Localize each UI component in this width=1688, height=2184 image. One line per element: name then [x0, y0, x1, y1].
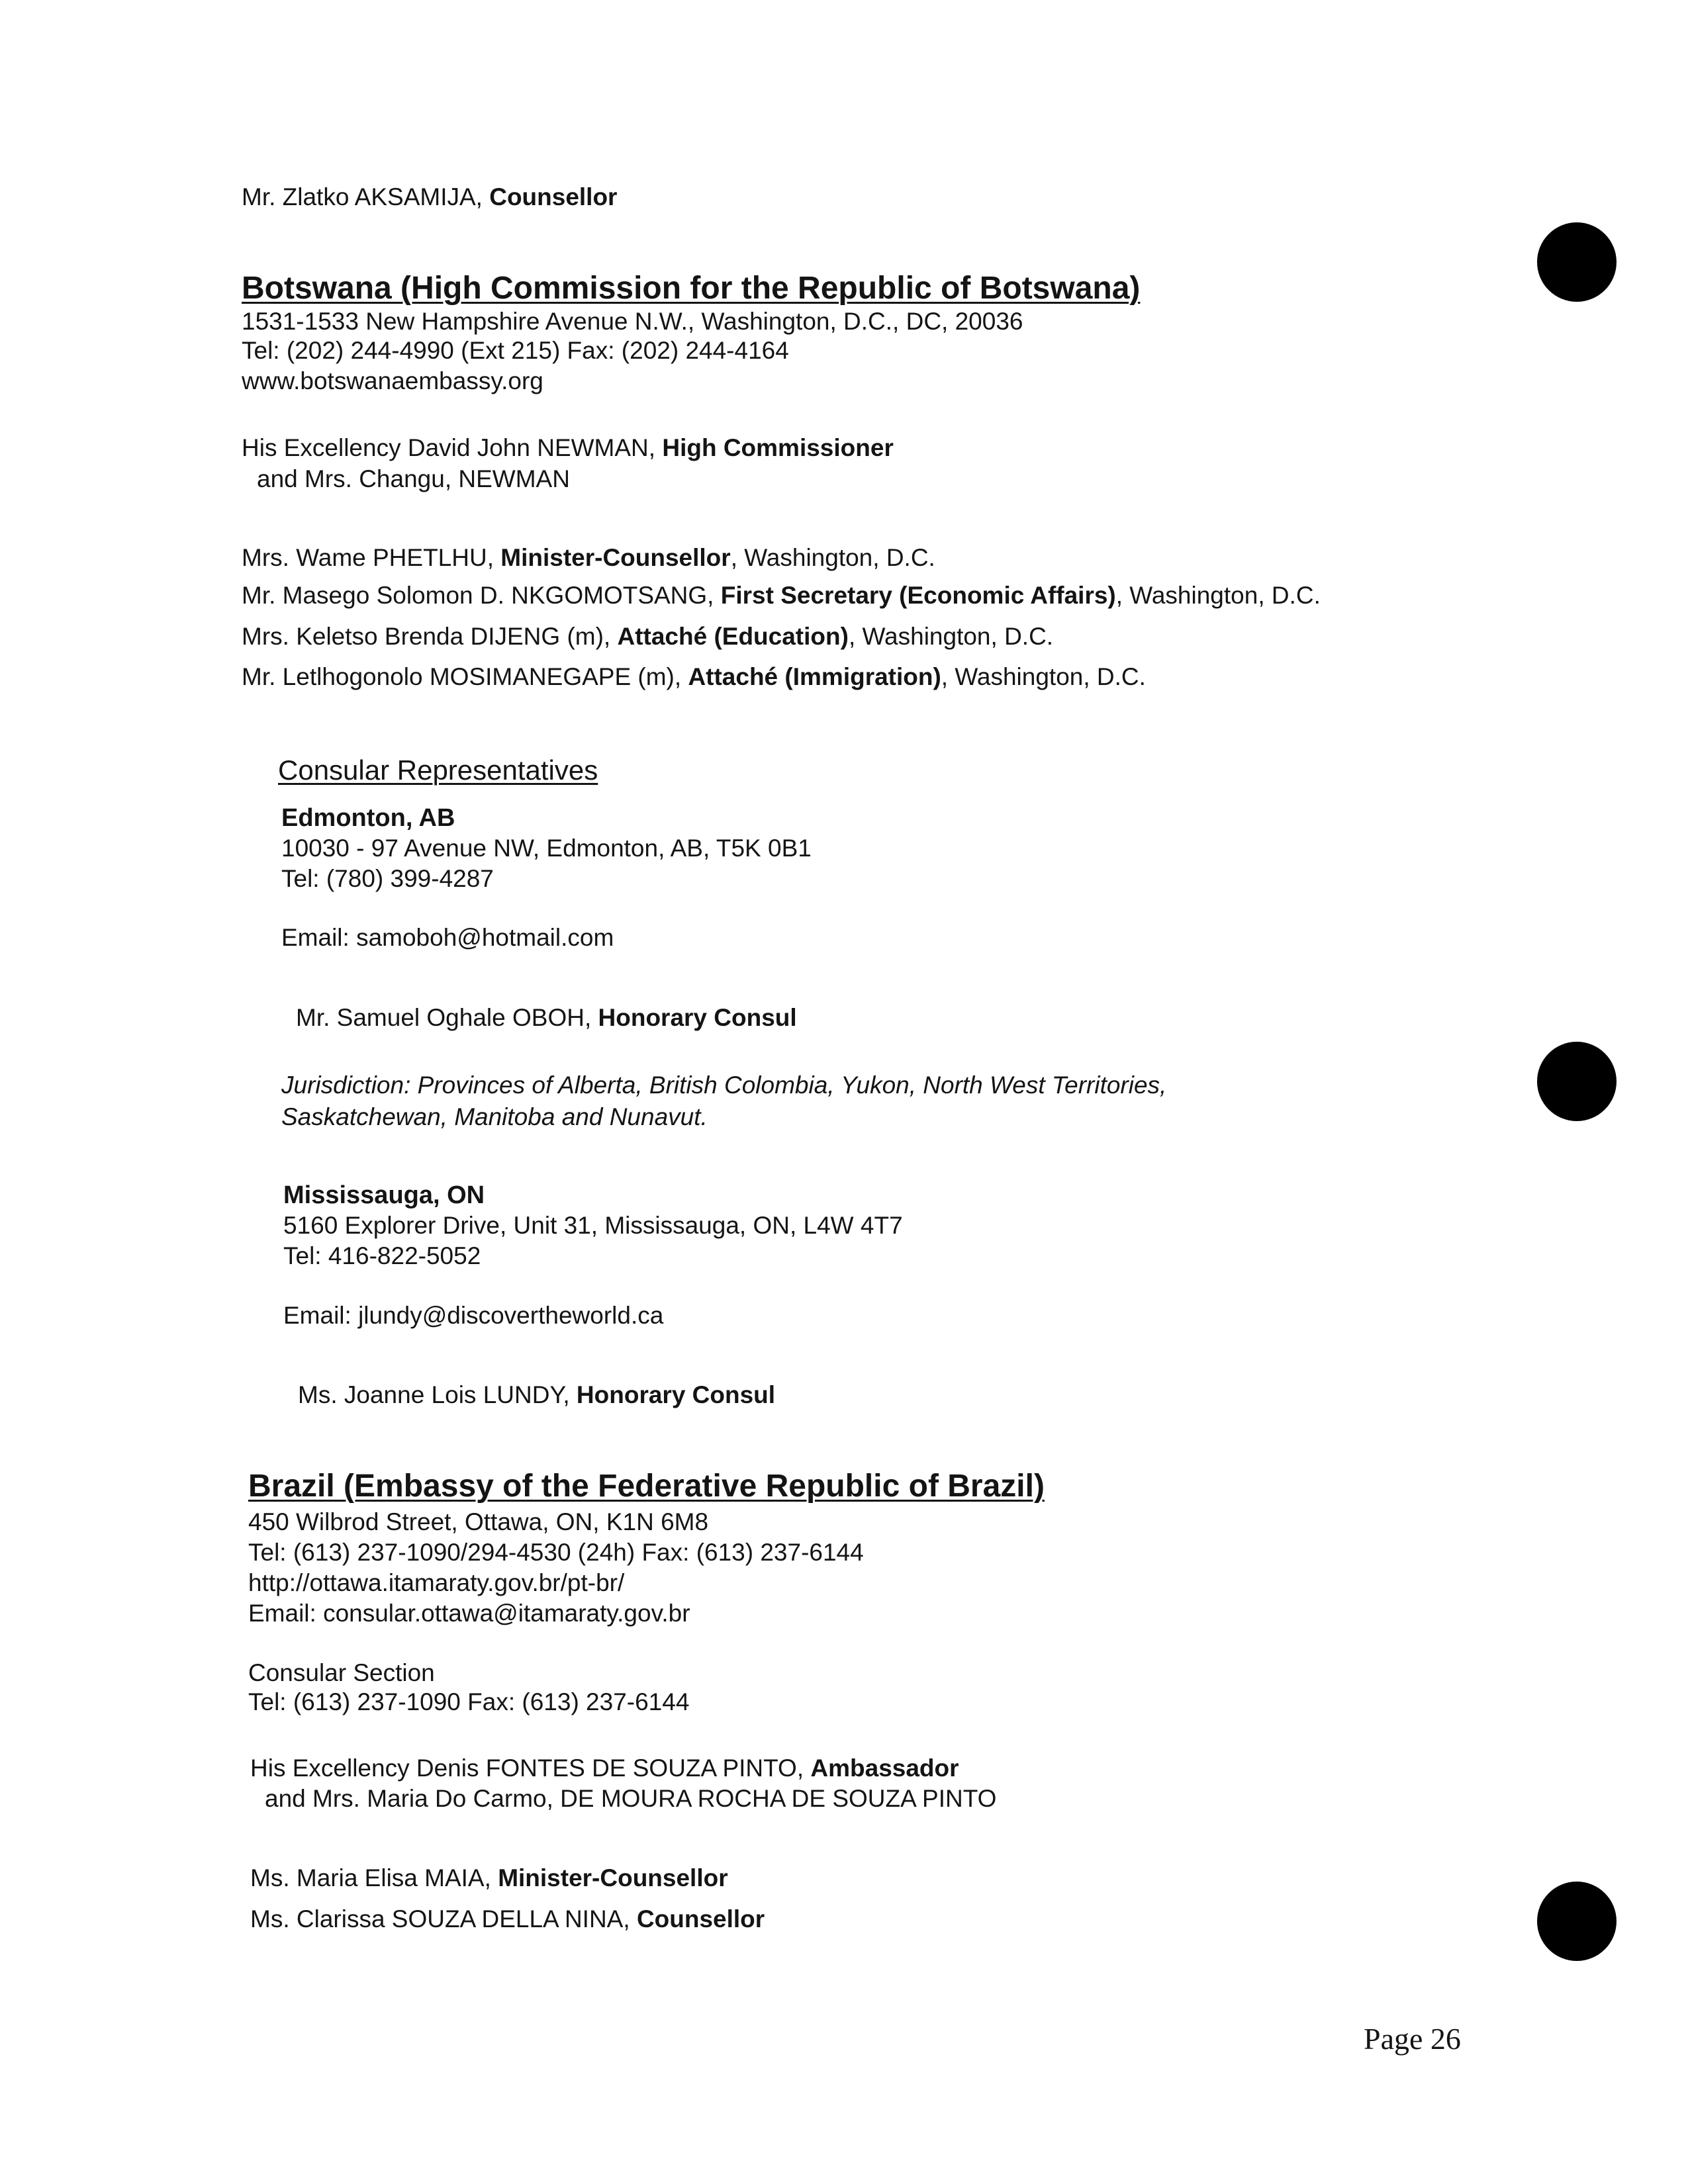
mississauga-email: Email: jlundy@discovertheworld.ca — [283, 1302, 664, 1329]
mississauga-address: 5160 Explorer Drive, Unit 31, Mississauga, ON, L4W 4T7 — [283, 1212, 903, 1239]
person-name: Mr. Samuel Oghale OBOH, — [296, 1004, 598, 1031]
edmonton-tel: Tel: (780) 399-4287 — [281, 865, 494, 892]
punch-hole — [1537, 222, 1617, 302]
person-name: Mr. Letlhogonolo MOSIMANEGAPE (m), — [242, 663, 688, 690]
punch-hole — [1537, 1882, 1617, 1961]
edmonton-consul — [296, 1005, 797, 1032]
person-title: Attaché (Education) — [617, 623, 849, 650]
person-title: Honorary Consul — [598, 1004, 797, 1031]
edmonton-jurisdiction-line-2: Saskatchewan, Manitoba and Nunavut. — [281, 1103, 708, 1130]
person-title: Minister-Counsellor — [498, 1864, 728, 1891]
person-title: High Commissioner — [662, 434, 894, 461]
person-name: His Excellency David John NEWMAN, — [242, 434, 663, 461]
person-location: , Washington, D.C. — [730, 544, 935, 571]
brazil-head-of-mission — [250, 1755, 959, 1782]
person-name: Ms. Joanne Lois LUNDY, — [298, 1381, 577, 1408]
brazil-heading: Brazil (Embassy of the Federative Republic of Brazil) — [248, 1469, 1045, 1504]
edmonton-city: Edmonton, AB — [281, 804, 455, 832]
mississauga-consul — [298, 1382, 775, 1409]
staff-row — [242, 664, 1146, 691]
person-title: Counsellor — [489, 183, 618, 210]
person-title: Attaché (Immigration) — [688, 663, 941, 690]
brazil-website: http://ottawa.itamaraty.gov.br/pt-br/ — [248, 1569, 625, 1596]
person-name: Mr. Zlatko AKSAMIJA, — [242, 183, 490, 210]
botswana-address: 1531-1533 New Hampshire Avenue N.W., Washington, D.C., DC, 20036 — [242, 308, 1023, 335]
person-location: , Washington, D.C. — [941, 663, 1146, 690]
person-title: Counsellor — [636, 1905, 765, 1933]
person-title: First Secretary (Economic Affairs) — [720, 582, 1116, 609]
edmonton-jurisdiction-line-1: Jurisdiction: Provinces of Alberta, British Colombia, Yukon, North West Territories, — [281, 1071, 1167, 1099]
staff-row — [242, 623, 1053, 651]
person-location: , Washington, D.C. — [848, 623, 1054, 650]
person-name: Mrs. Keletso Brenda DIJENG (m), — [242, 623, 618, 650]
brazil-consular-section: Consular Section — [248, 1659, 435, 1686]
person-title: Minister-Counsellor — [500, 544, 731, 571]
person-location: , Washington, D.C. — [1115, 582, 1321, 609]
consular-heading: Consular Representatives — [278, 754, 598, 786]
botswana-head-of-mission — [242, 435, 894, 462]
person-name: Mrs. Wame PHETLHU, — [242, 544, 501, 571]
botswana-spouse: and Mrs. Changu, NEWMAN — [257, 465, 570, 492]
edmonton-email: Email: samoboh@hotmail.com — [281, 924, 614, 951]
punch-hole — [1537, 1042, 1617, 1121]
brazil-tel: Tel: (613) 237-1090/294-4530 (24h) Fax: (613) 237-6144 — [248, 1539, 864, 1566]
brazil-email: Email: consular.ottawa@itamaraty.gov.br — [248, 1600, 690, 1627]
brazil-consular-tel: Tel: (613) 237-1090 Fax: (613) 237-6144 — [248, 1688, 690, 1715]
botswana-heading: Botswana (High Commission for the Republic of Botswana) — [242, 271, 1141, 306]
person-name: Ms. Maria Elisa MAIA, — [250, 1864, 498, 1891]
brazil-spouse: and Mrs. Maria Do Carmo, DE MOURA ROCHA DE SOUZA PINTO — [265, 1785, 997, 1812]
mississauga-tel: Tel: 416-822-5052 — [283, 1242, 481, 1269]
brazil-address: 450 Wilbrod Street, Ottawa, ON, K1N 6M8 — [248, 1508, 709, 1535]
staff-row — [242, 545, 935, 572]
botswana-tel: Tel: (202) 244-4990 (Ext 215) Fax: (202) 244-4164 — [242, 337, 789, 364]
page-number: Page 26 — [1364, 2022, 1461, 2056]
staff-row — [250, 1906, 765, 1933]
person-title: Ambassador — [810, 1754, 959, 1782]
botswana-website: www.botswanaembassy.org — [242, 367, 543, 394]
person-name: Mr. Masego Solomon D. NKGOMOTSANG, — [242, 582, 721, 609]
person-name: His Excellency Denis FONTES DE SOUZA PINTO, — [250, 1754, 811, 1782]
staff-row — [242, 582, 1321, 610]
edmonton-address: 10030 - 97 Avenue NW, Edmonton, AB, T5K 0B1 — [281, 835, 812, 862]
person-name: Ms. Clarissa SOUZA DELLA NINA, — [250, 1905, 637, 1933]
top-entry — [242, 184, 617, 211]
staff-row — [250, 1865, 728, 1892]
person-title: Honorary Consul — [576, 1381, 776, 1408]
mississauga-city: Mississauga, ON — [283, 1181, 485, 1209]
